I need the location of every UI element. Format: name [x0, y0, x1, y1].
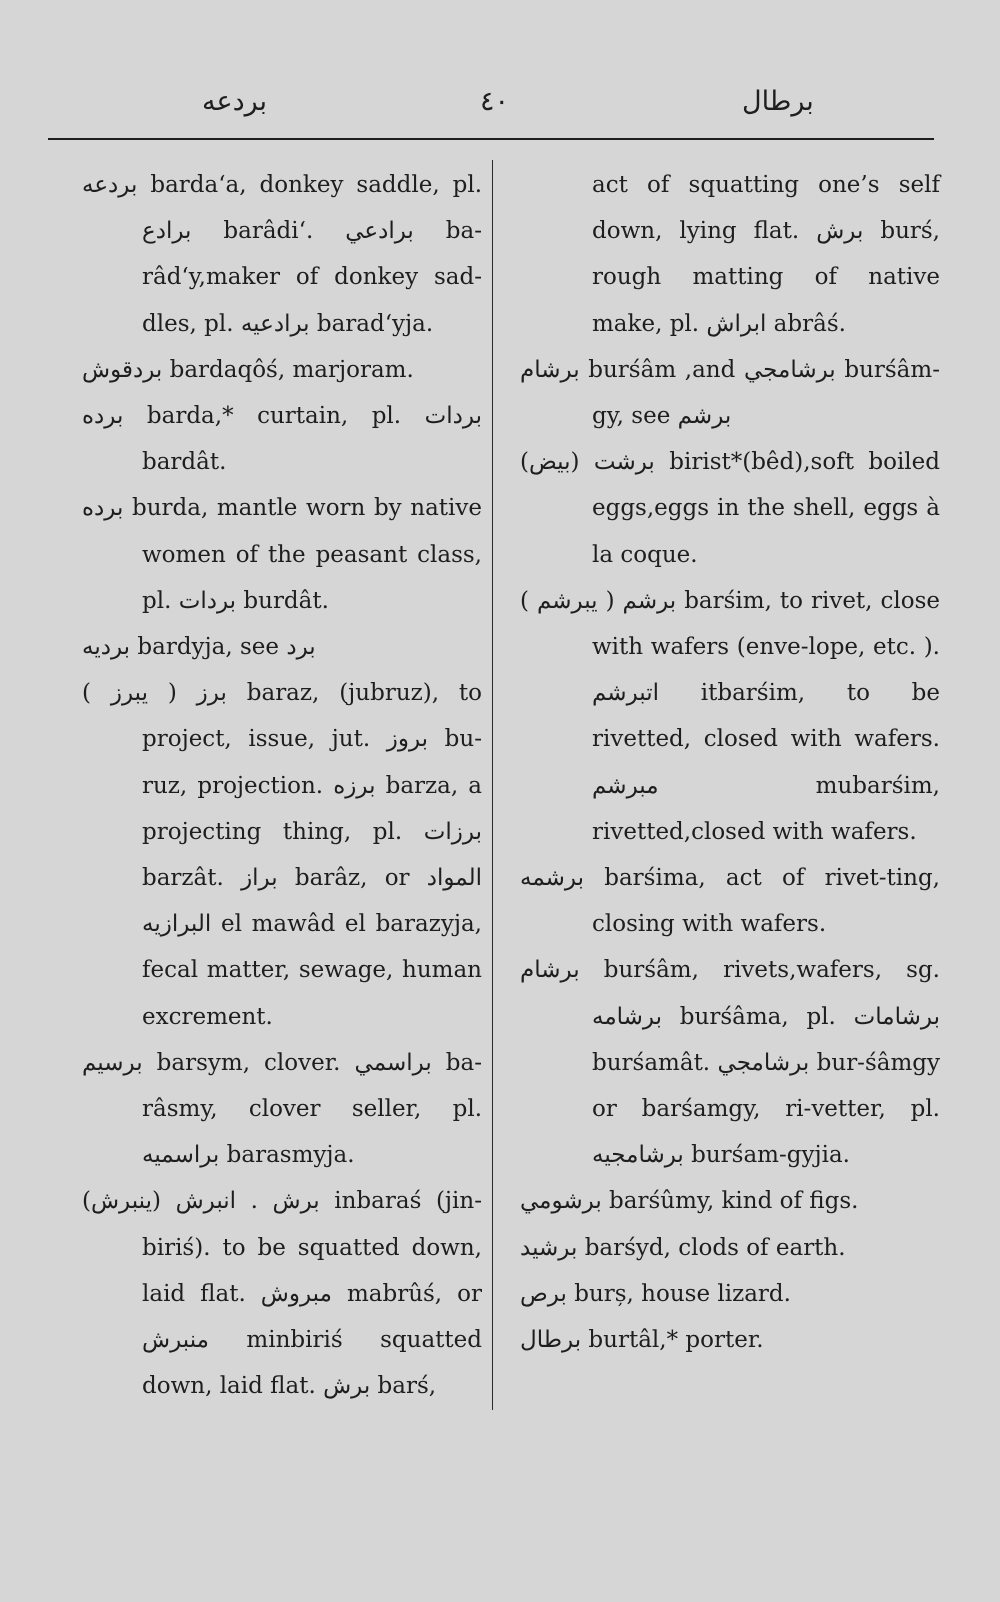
entry-bursam: برشام burśâm ,and برشامجي burśâm-gy, see برشم	[520, 356, 940, 430]
entry-burtal: برطال burtâl,* porter.	[520, 1327, 764, 1354]
entry-barsyd: برشيد barśyd, clods of earth.	[520, 1234, 846, 1261]
entry-burs: برص burș, house lizard.	[520, 1280, 791, 1307]
header-rule	[48, 138, 934, 140]
entry-barsima: برشمه barśima, act of rivet-ting, closing with wafers.	[520, 865, 940, 938]
entry-bardaa: بردعه barda‘a, donkey saddle, pl. برادع barâdi‘. برادعي ba-râd‘y,maker of donkey sad-dles, pl. برادعيه barad‘yja.	[82, 172, 482, 337]
entry-barsumy: برشومي barśûmy, kind of figs.	[520, 1188, 859, 1215]
entry-barsym: برسيم barsym, clover. براسمي ba-râsmy, clover seller, pl. براسميه barasmyja.	[82, 1049, 482, 1169]
page-number: ٤٠	[480, 86, 510, 117]
entry-barda: برده barda,* curtain, pl. بردات bardât.	[82, 403, 482, 476]
entry-baraz: برز ( يبرز ) baraz, (jubruz), to project, issue, jut. بروز bu-ruz, projection. برزه barza, a projecting thing, pl. برزات barzât. براز barâz, or المواد البرازيه el mawâd el barazyja, fecal matter, sewage, human excrement.	[82, 680, 482, 1030]
entry-bardyja: برديه bardyja, see برد	[82, 634, 316, 661]
entry-burda: برده burda, mantle worn by native women of the peasant class, pl. بردات burdât.	[82, 495, 482, 614]
left-column	[82, 162, 482, 1409]
entry-birist: برشت (بيض) birist*(bêd),soft boiled eggs,eggs in the shell, eggs à la coque.	[520, 449, 940, 568]
entry-barsim: برشم ( يبرشم ) barśim, to rivet, close with wafers (enve-lope, etc. ). اتبرشم itbarśim, to be rivetted, closed with wafers. مبرشم mubarśim, rivetted,closed with wafers.	[520, 587, 940, 845]
running-head-left: بردعه	[202, 86, 268, 117]
entry-continuation: act of squatting one’s self down, lying flat. برش burś, rough matting of native make, pl. ابراش abrâś.	[592, 172, 940, 337]
entry-inbaras: برش . انبرش (ينبرش) inbaraś (jin-biriś). to be squatted down, laid flat. مبروش mabrûś, or منبرش minbiriś squatted down, laid flat. برش barś,	[82, 1188, 482, 1400]
running-head-right: برطال	[742, 86, 814, 117]
column-divider	[492, 160, 493, 1410]
entry-bursam-rivets: برشام burśâm, rivets,wafers, sg. برشامه burśâma, pl. برشامات burśamât. برشامجي bur-śâmgy or barśamgy, ri-vetter, pl. برشامجيه burśam-gyjia.	[520, 957, 940, 1169]
entry-bardaqos: بردقوش bardaqôś, marjoram.	[82, 356, 414, 383]
right-column	[520, 162, 940, 1363]
